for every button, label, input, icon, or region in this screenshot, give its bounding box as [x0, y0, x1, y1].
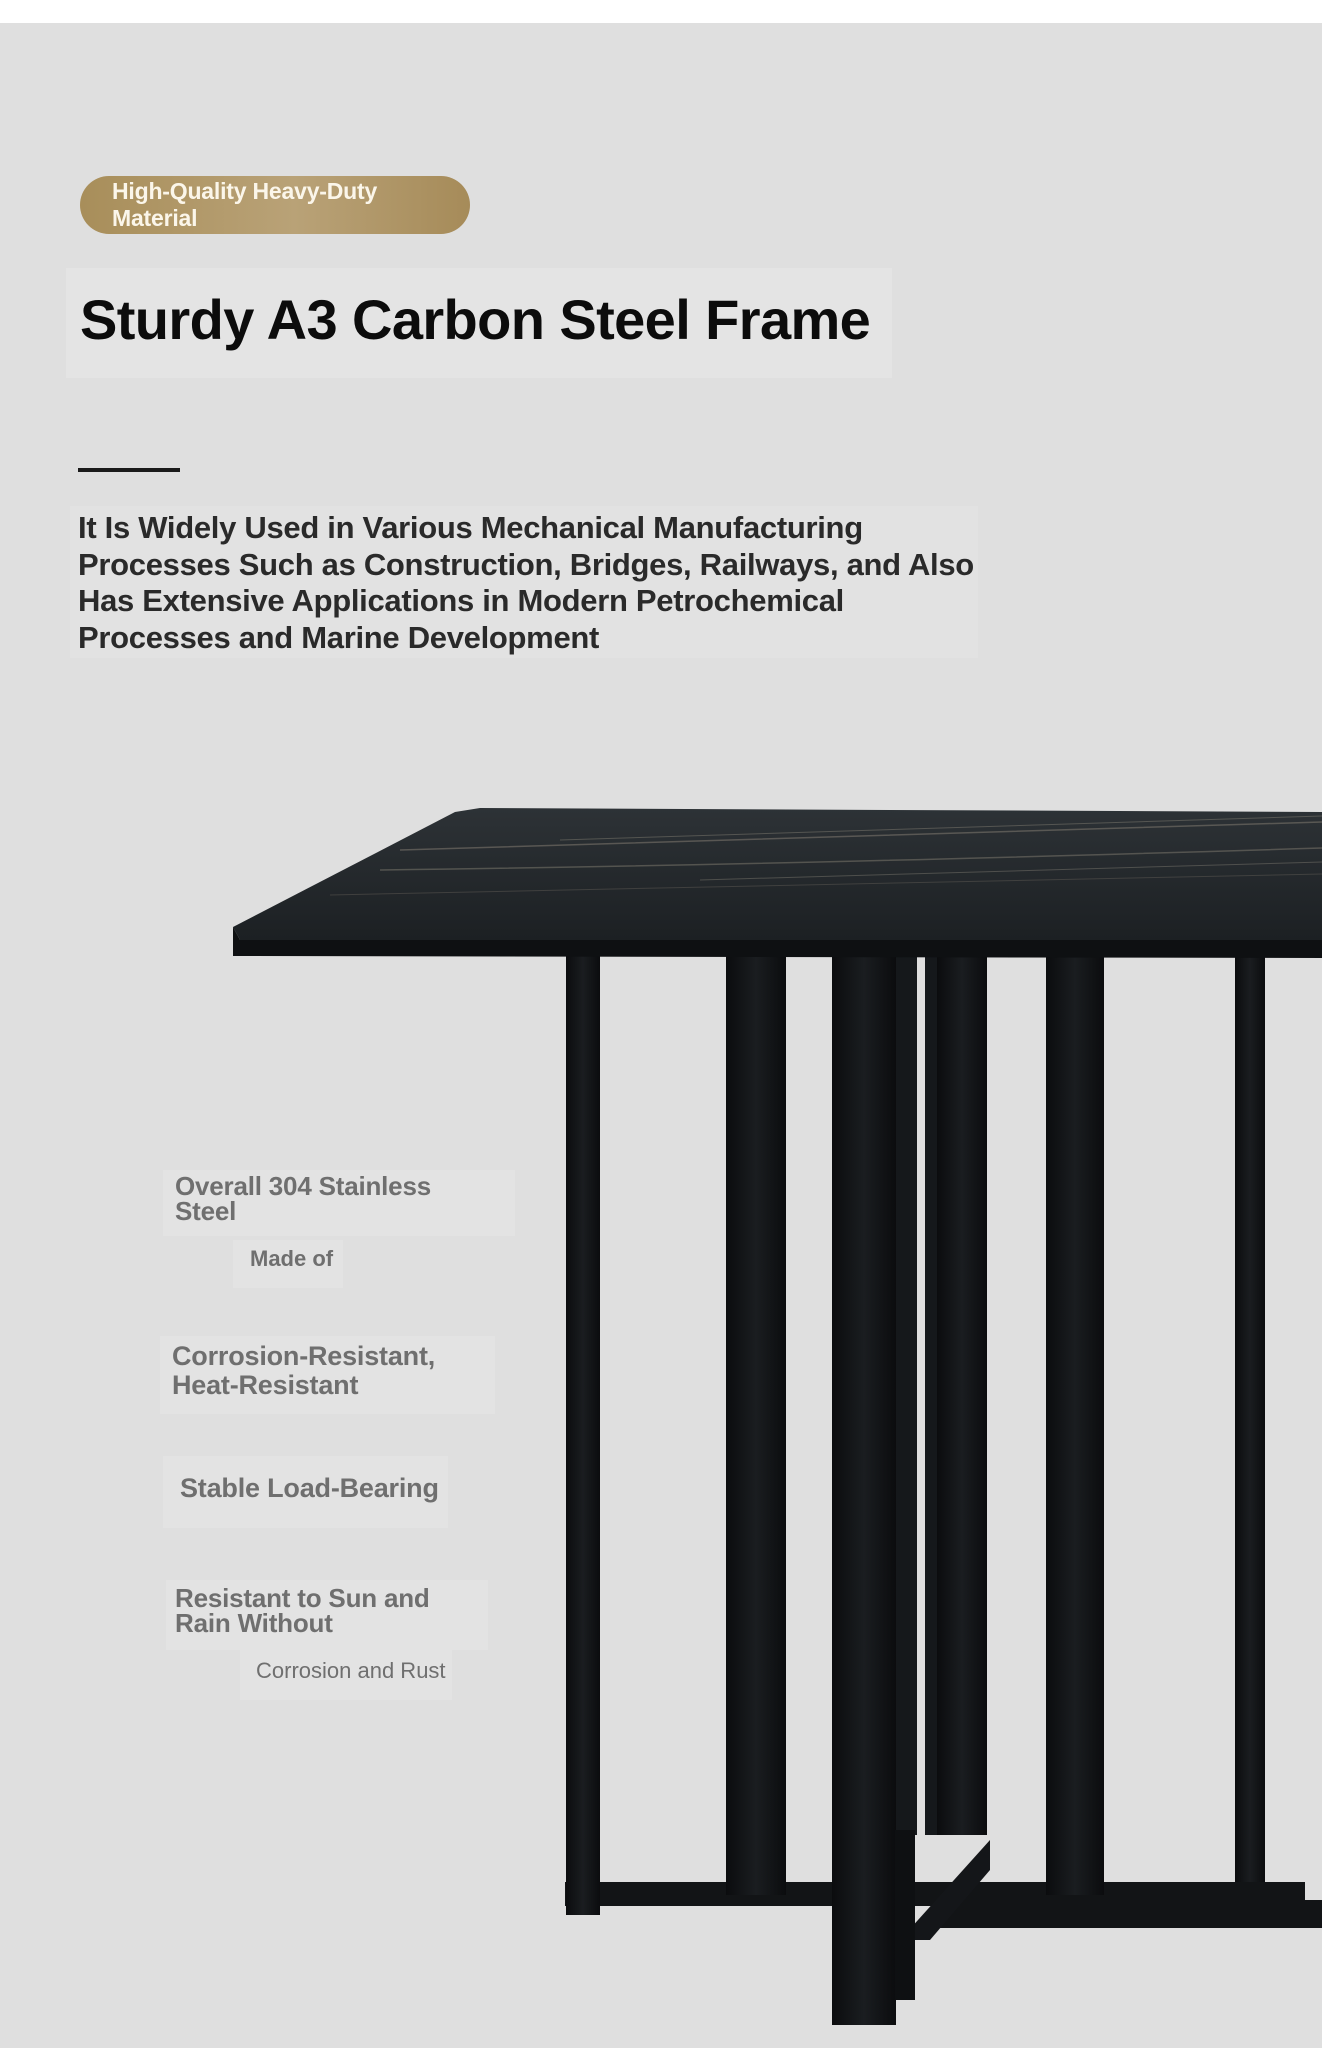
table-top	[233, 808, 1322, 958]
feature-4-subtitle: Corrosion and Rust	[256, 1658, 446, 1683]
material-badge-label: High-Quality Heavy-Duty Material	[112, 178, 378, 231]
table-bottom-rails	[565, 1840, 1322, 1940]
feature-2-title: Corrosion-Resistant, Heat-Resistant	[172, 1341, 436, 1400]
feature-4-title: Resistant to Sun and Rain Without	[175, 1583, 430, 1638]
description-text: It Is Widely Used in Various Mechanical Manufacturing Processes Such as Construction, Bridges, Railways, and Also Has Extensive Applications in Modern Petrochemical Processes and Marine Development	[78, 510, 974, 655]
feature-3-title: Stable Load-Bearing	[180, 1473, 439, 1503]
page-title: Sturdy A3 Carbon Steel Frame	[80, 288, 871, 351]
table-front-legs	[566, 955, 1104, 2025]
feature-1-title: Overall 304 Stainless Steel	[175, 1171, 431, 1226]
feature-1-subtitle: Made of	[250, 1246, 334, 1271]
